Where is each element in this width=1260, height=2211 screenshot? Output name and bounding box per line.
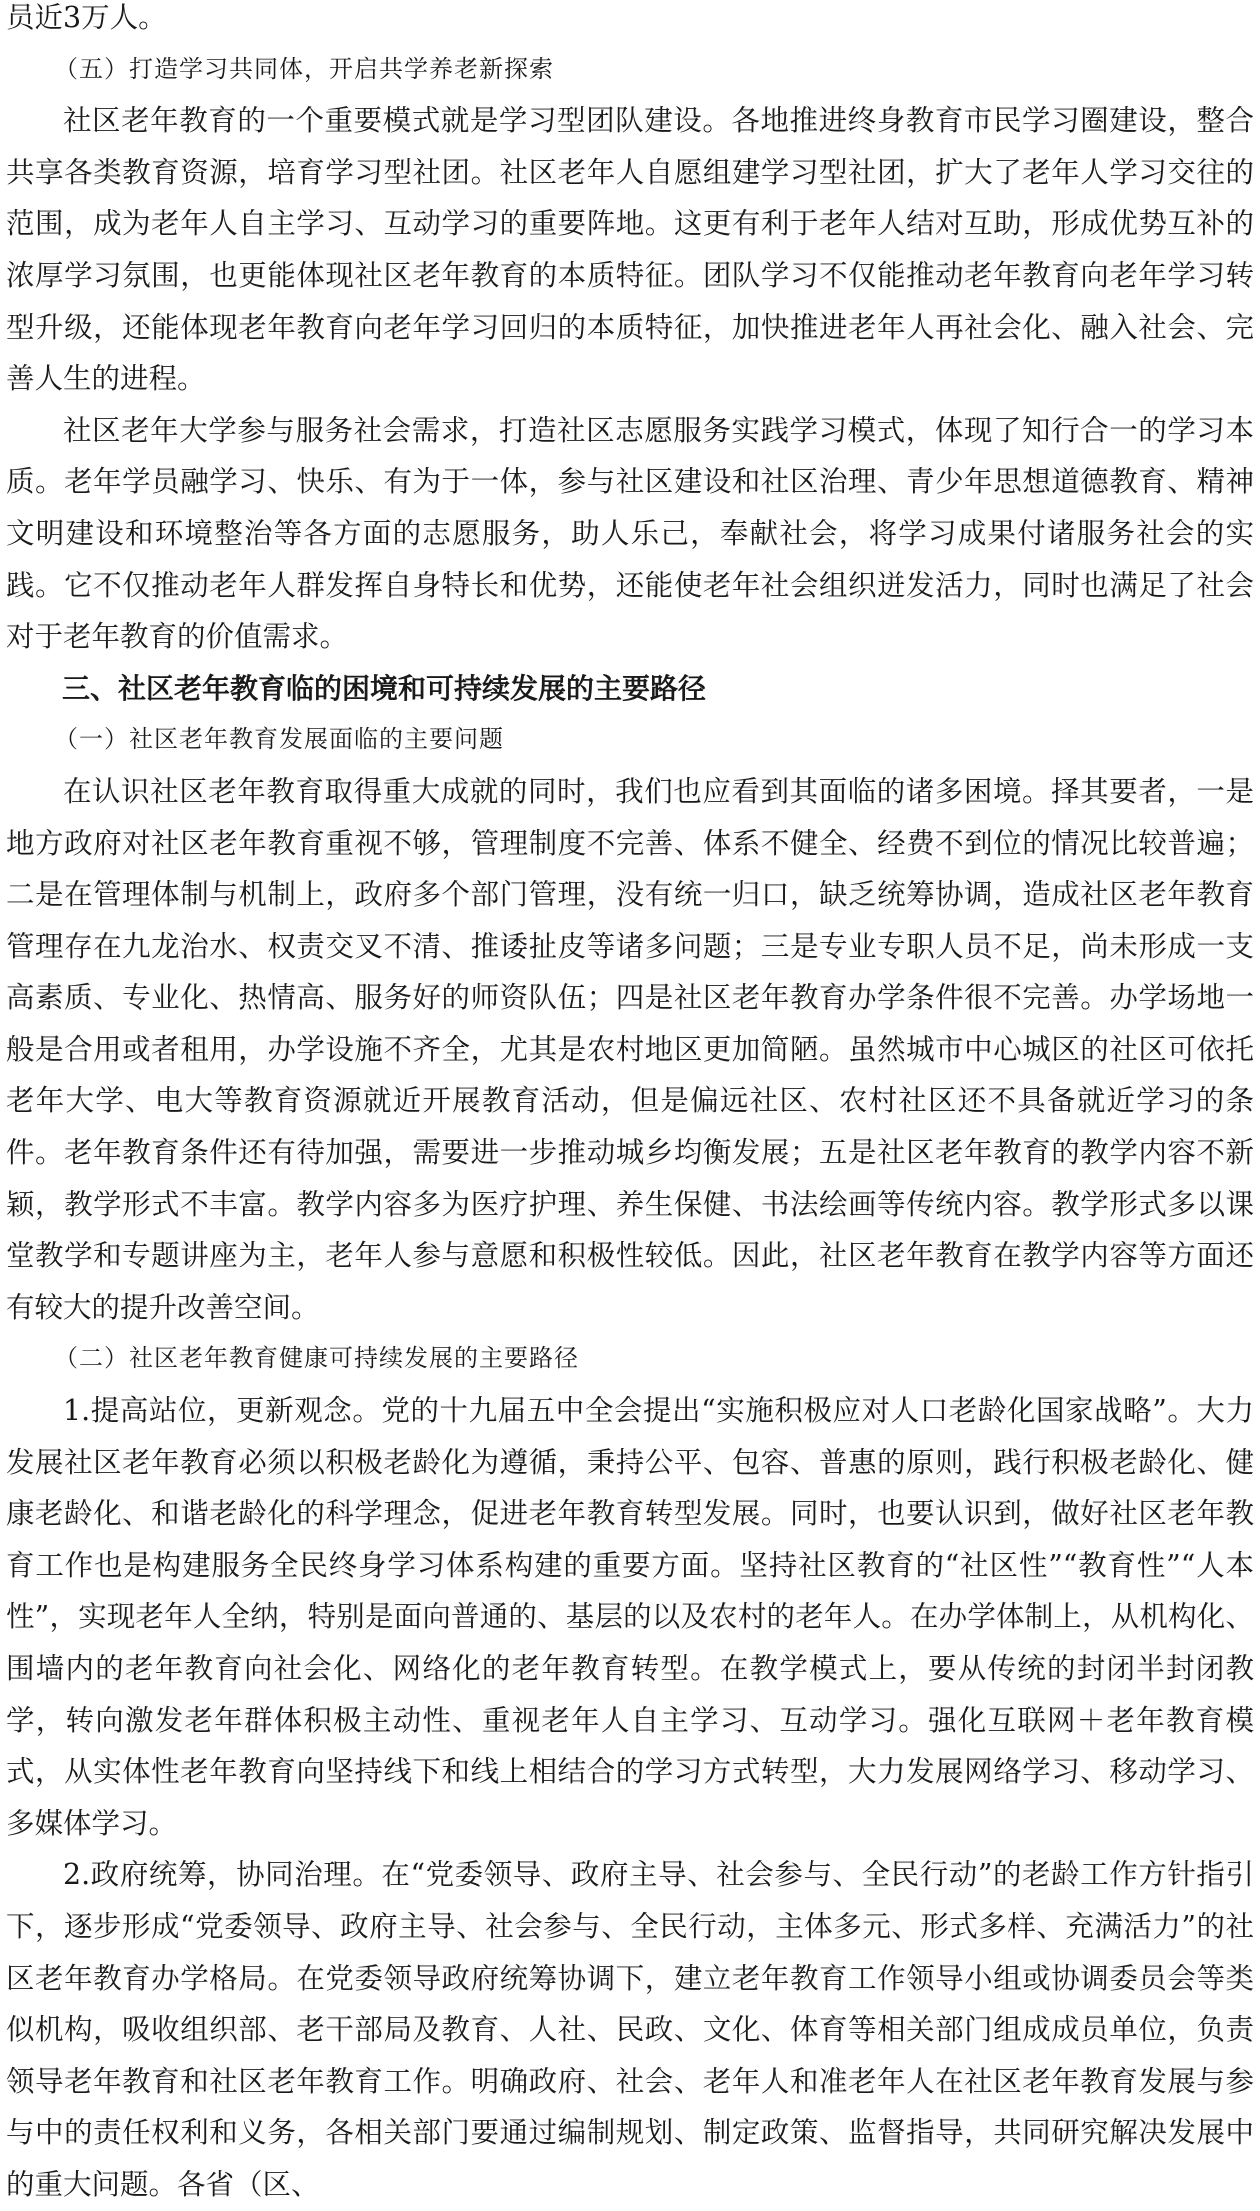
- paragraph-path-1: 1.提高站位，更新观念。党的十九届五中全会提出“实施积极应对人口老龄化国家战略”。大力发展社区老年教育必须以积极老龄化为遵循，秉持公平、包容、普惠的原则，践行积极老龄化、健康老龄化、和谐老龄化的科学理念，促进老年教育转型发展。同时，也要认识到，做好社区老年教育工作也是构建服务全民终身学习体系构建的重要方面。坚持社区教育的“社区性”“教育性”“人本性”，实现老年人全纳，特别是面向普通的、基层的以及农村的老年人。在办学体制上，从机构化、围墙内的老年教育向社会化、网络化的老年教育转型。在教学模式上，要从传统的封闭半封闭教学，转向激发老年群体积极主动性、重视老年人自主学习、互动学习。强化互联网＋老年教育模式，从实体性老年教育向坚持线下和线上相结合的学习方式转型，大力发展网络学习、移动学习、多媒体学习。: [6, 1394, 1254, 1840]
- paragraph-learning-team: 社区老年教育的一个重要模式就是学习型团队建设。各地推进终身教育市民学习圈建设，整合共享各类教育资源，培育学习型社团。社区老年人自愿组建学习型社团，扩大了老年人学习交往的范围，成为老年人自主学习、互动学习的重要阵地。这更有利于老年人结对互助，形成优势互补的浓厚学习氛围，也更能体现社区老年教育的本质特征。团队学习不仅能推动老年教育向老年学习转型升级，还能体现老年教育向老年学习回归的本质特征，加快推进老年人再社会化、融入社会、完善人生的进程。: [6, 104, 1254, 396]
- section-heading-5: （五）打造学习共同体，开启共学养老新探索: [54, 54, 554, 83]
- paragraph-path-2: 2.政府统筹，协同治理。在“党委领导、政府主导、社会参与、全民行动”的老龄工作方针指引下，逐步形成“党委领导、政府主导、社会参与、全民行动，主体多元、形式多样、充满活力”的社区老年教育办学格局。在党委领导政府统筹协调下，建立老年教育工作领导小组或协调委员会等类似机构，吸收组织部、老干部局及教育、人社、民政、文化、体育等相关部门组成成员单位，负责领导老年教育和社区老年教育工作。明确政府、社会、老年人和准老年人在社区老年教育发展与参与中的责任权利和义务，各相关部门要通过编制规划、制定政策、监督指导，共同研究解决发展中的重大问题。各省（区、: [6, 1858, 1254, 2201]
- paragraph-problems: 在认识社区老年教育取得重大成就的同时，我们也应看到其面临的诸多困境。择其要者，一是地方政府对社区老年教育重视不够，管理制度不完善、体系不健全、经费不到位的情况比较普遍；二是在管理体制与机制上，政府多个部门管理，没有统一归口，缺乏统筹协调，造成社区老年教育管理存在九龙治水、权责交叉不清、推诿扯皮等诸多问题；三是专业专职人员不足，尚未形成一支高素质、专业化、热情高、服务好的师资队伍；四是社区老年教育办学条件很不完善。办学场地一般是合用或者租用，办学设施不齐全，尤其是农村地区更加简陋。虽然城市中心城区的社区可依托老年大学、电大等教育资源就近开展教育活动，但是偏远社区、农村社区还不具备就近学习的条件。老年教育条件还有待加强，需要进一步推动城乡均衡发展；五是社区老年教育的教学内容不新颖，教学形式不丰富。教学内容多为医疗护理、养生保健、书法绘画等传统内容。教学形式多以课堂教学和专题讲座为主，老年人参与意愿和积极性较低。因此，社区老年教育在教学内容等方面还有较大的提升改善空间。: [6, 774, 1254, 1324]
- paragraph-continuation: 员近3万人。: [6, 1, 167, 34]
- section-heading-3: 三、社区老年教育临的困境和可持续发展的主要路径: [62, 671, 707, 705]
- subsection-heading-problems: （一）社区老年教育发展面临的主要问题: [54, 725, 504, 754]
- paragraph-volunteer-service: 社区老年大学参与服务社会需求，打造社区志愿服务实践学习模式，体现了知行合一的学习本质。老年学员融学习、快乐、有为于一体，参与社区建设和社区治理、青少年思想道德教育、精神文明建设和环境整治等各方面的志愿服务，助人乐己，奉献社会，将学习成果付诸服务社会的实践。它不仅推动老年人群发挥自身特长和优势，还能使老年社会组织迸发活力，同时也满足了社会对于老年教育的价值需求。: [6, 413, 1254, 654]
- subsection-heading-paths: （二）社区老年教育健康可持续发展的主要路径: [54, 1344, 579, 1373]
